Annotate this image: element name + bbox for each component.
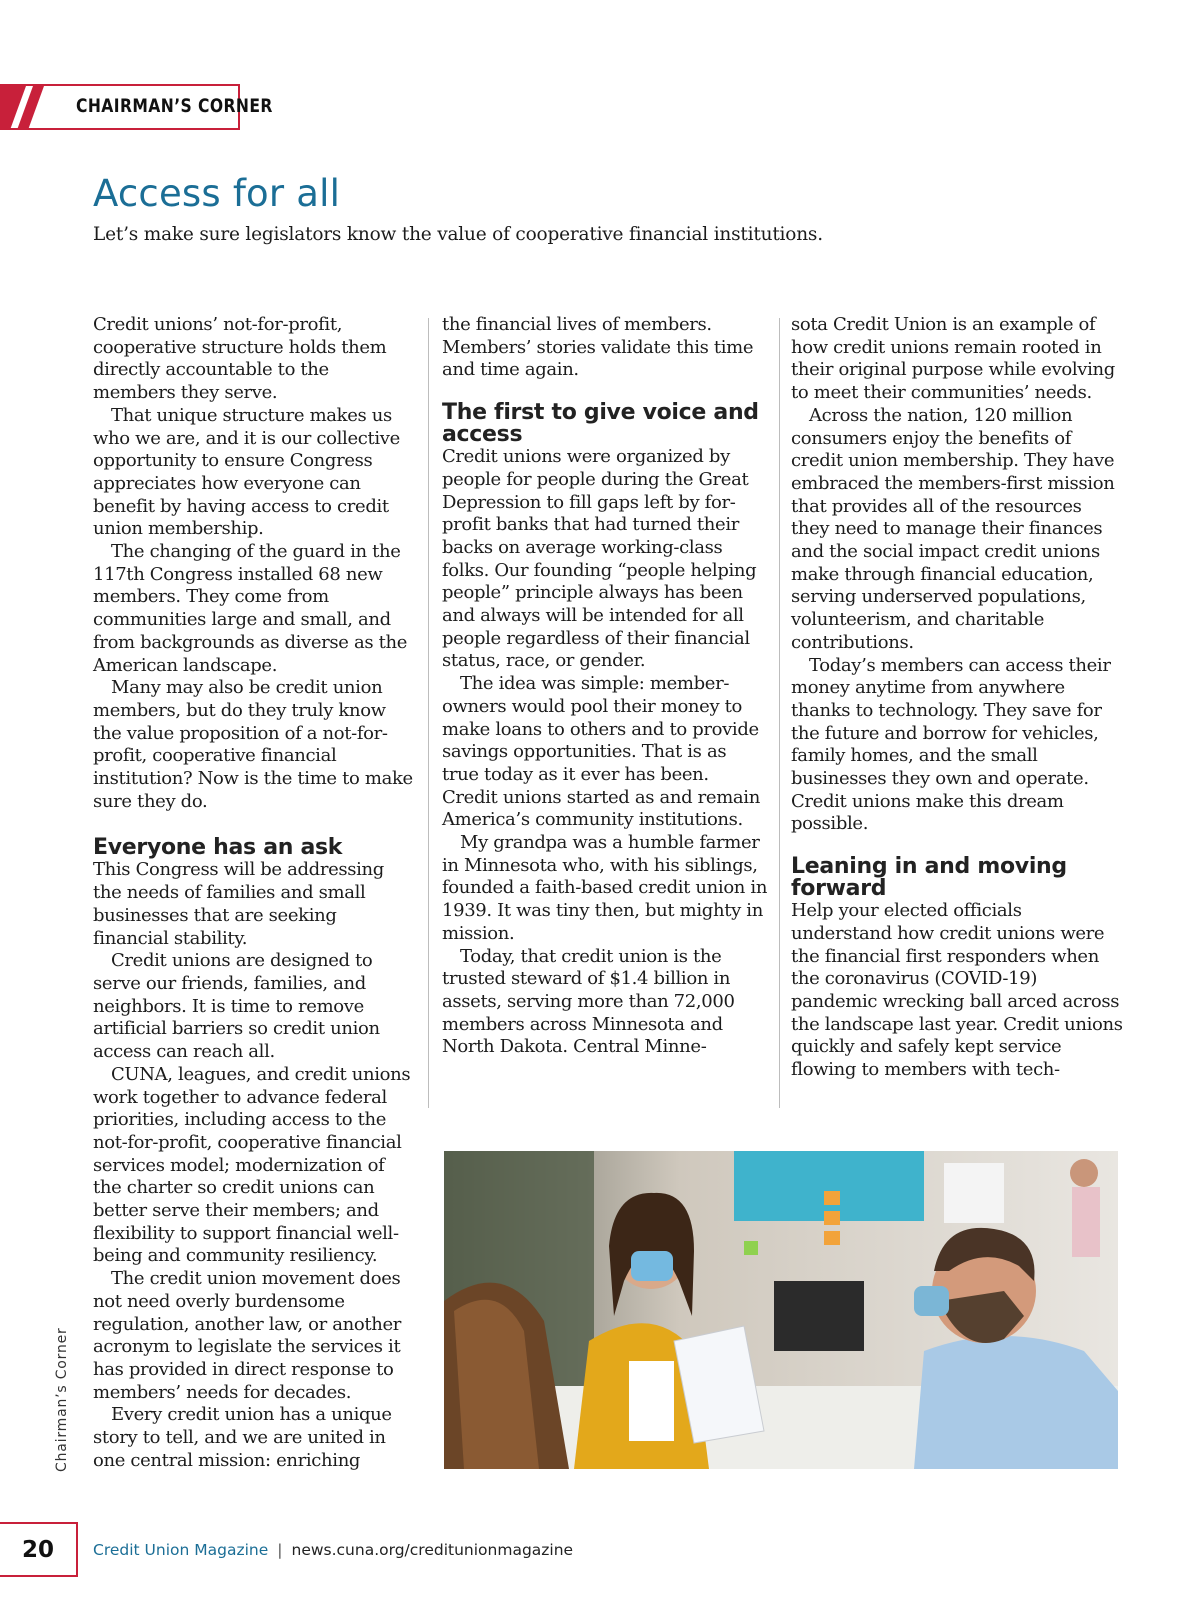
footer xyxy=(93,1541,573,1559)
paragraph: That unique structure makes us who we are, and it is our collective opportunity to ensure Congress appreciates how everyone can benefit by having access to credit union membership. xyxy=(93,404,400,540)
paragraph: The changing of the guard in the 117th Congress installed 68 new members. They come from communities large and small, and from backgrounds as diverse as the American landscape. xyxy=(93,541,408,676)
office-meeting-photo-icon xyxy=(444,1151,1118,1469)
paragraph: sota Credit Union is an example of how credit unions remain rooted in their original purpose while evolving to meet their communities’ needs. xyxy=(791,314,1115,404)
footer-separator: | xyxy=(277,1541,283,1559)
column-rule-right xyxy=(779,318,780,1108)
paragraph: Every credit union has a unique story to tell, and we are united in one central mission: enriching xyxy=(93,1404,392,1471)
paragraph: This Congress will be addressing the needs of families and small businesses that are seeking financial stability. xyxy=(93,859,384,949)
article-column-1 xyxy=(93,314,415,1472)
paragraph: The idea was simple: member-owners would pool their money to make loans to others and to provide savings opportunities. That is as true today as it ever has been. Credit unions started as and remain America’s community institutions. xyxy=(442,673,760,831)
paragraph: Today, that credit union is the trusted steward of $1.4 billion in assets, serving more than 72,000 members across Minnesota and North Dakota. Central Minne- xyxy=(442,945,735,1058)
paragraph: Credit unions’ not-for-profit, cooperative structure holds them directly accountable to the members they serve. xyxy=(93,314,387,404)
paragraph: Today’s members can access their money anytime from anywhere thanks to technology. They save for the future and borrow for vehicles, family homes, and the small businesses they own and operate. Credit unions make this dream possible. xyxy=(791,654,1111,835)
footer-magazine-name: Credit Union Magazine xyxy=(93,1541,269,1559)
section-tag-label: CHAIRMAN’S CORNER xyxy=(76,95,273,117)
article-column-2 xyxy=(442,314,768,1059)
page-number: 20 xyxy=(21,1536,54,1563)
article-column-3 xyxy=(791,314,1124,1082)
paragraph: My grandpa was a humble farmer in Minnesota who, with his siblings, founded a faith-based credit union in 1939. It was tiny then, but mighty in mission. xyxy=(442,832,768,944)
paragraph: Many may also be credit union members, but do they truly know the value proposition of a not-for-profit, cooperative financial institution? Now is the time to make sure they do. xyxy=(93,677,413,812)
paragraph: Credit unions were organized by people for people during the Great Depression to fill gaps left by for-profit banks that had turned their backs on average working-class folks. Our founding “people helping people” principle always has been and always will be intended for all people regardless of their financial status, race, or gender. xyxy=(442,446,757,672)
paragraph: Across the nation, 120 million consumers enjoy the benefits of credit union membership. They have embraced the members-first mission that provides all of the resources they need to manage their finances and the social impact credit unions make through financial education, serving underserved populations, volunteerism, and charitable contributions. xyxy=(791,404,1115,653)
paragraph: The credit union movement does not need overly burdensome regulation, another law, or another acronym to legislate the services it has provided in direct response to members’ needs for decades. xyxy=(93,1268,402,1403)
subheading-leaning-in: Leaning in and moving forward xyxy=(791,854,1067,902)
page-number-box xyxy=(0,1522,78,1577)
subheading-everyone-has-an-ask: Everyone has an ask xyxy=(93,835,343,861)
article-photo xyxy=(444,1151,1118,1469)
red-stripes-icon xyxy=(0,86,58,130)
subheading-first-to-give-voice: The first to give voice and access xyxy=(442,400,759,448)
column-rule-left xyxy=(428,318,429,1108)
paragraph: Credit unions are designed to serve our friends, families, and neighbors. It is time to remove artificial barriers so credit union access can reach all. xyxy=(93,950,380,1063)
paragraph: the financial lives of members. Members’ stories validate this time and time again. xyxy=(442,314,754,381)
article-headline: Access for all xyxy=(93,172,341,215)
section-tag xyxy=(0,84,273,130)
article-deck: Let’s make sure legislators know the value of cooperative financial institutions. xyxy=(93,224,823,245)
paragraph: CUNA, leagues, and credit unions work together to advance federal priorities, including access to the not-for-profit, cooperative financial services model; modernization of the charter so credit unions can better serve their members; and flexibility to support financial well-being and community resiliency. xyxy=(93,1063,411,1267)
paragraph: Help your elected officials understand how credit unions were the financial first responders when the coronavirus (COVID-19) pandemic wrecking ball arced across the landscape last year. Credit unions quickly and safely kept service flowing to members with tech- xyxy=(791,900,1123,1081)
footer-url-link[interactable]: news.cuna.org/creditunionmagazine xyxy=(291,1541,574,1559)
side-section-label: Chairman’s Corner xyxy=(54,1327,70,1472)
